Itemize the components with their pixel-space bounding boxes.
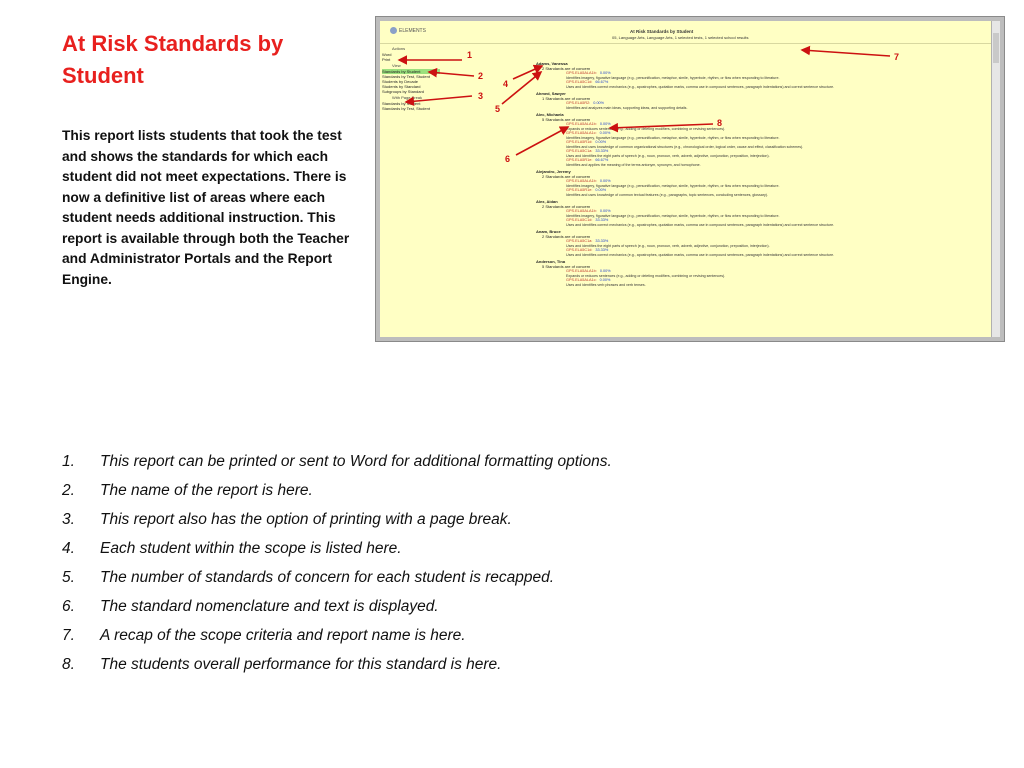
sidebar-view-link[interactable]: Standards by Test, Student (382, 74, 430, 79)
note-item (62, 537, 962, 566)
standard-text: Identifies imagery, figurative language (e.g., personification, metaphor, simile, hyperbole, rhythm, or flow when responding to literature. (566, 75, 780, 80)
note-text: The students overall performance for this standard is here. (100, 656, 502, 673)
callout-4: 4 (503, 79, 509, 89)
standard-code[interactable]: GPS.ELA5ALA1b: (566, 269, 597, 273)
note-text: The standard nomenclature and text is displayed. (100, 598, 439, 615)
student-name: Alex, Aidan (536, 199, 558, 204)
standard-performance: 33.33% (595, 239, 609, 243)
standard-text: Uses and identifies verb phrases and verb tenses. (566, 282, 646, 287)
callout-7: 7 (894, 52, 900, 62)
report-sidebar (382, 45, 440, 135)
note-text: A recap of the scope criteria and report name is here. (100, 627, 466, 644)
note-number: 4. (62, 540, 75, 557)
note-item (62, 450, 962, 479)
standards-count: 2 Standards are of concern (542, 204, 591, 209)
student-name: Alejandro, Jeremy (536, 169, 571, 174)
standard-code[interactable]: GPS.ELA5ALA1b: (566, 209, 597, 213)
standards-count: 5 Standards are of concern (542, 264, 591, 269)
standard-text: Identifies imagery, figurative language (e.g., personification, metaphor, simile, hyperbole, rhythm, or flow when responding to literature. (566, 213, 780, 218)
standard-text: Expands or reduces sentences (e.g., adding or deleting modifiers, combining or revising sentences). (566, 273, 726, 278)
note-text: Each student within the scope is listed here. (100, 540, 402, 557)
slide-title: At Risk Standards by Student (62, 31, 284, 88)
note-number: 7. (62, 627, 75, 644)
sidebar-pagebreak-heading: With Page Break (392, 95, 423, 100)
standards-count: 2 Standards are of concern (542, 174, 591, 179)
student-name: Anam, Bruce (536, 229, 561, 234)
sidebar-actions-heading: Actions (392, 46, 406, 51)
standard-code[interactable]: GPS.ELA5C1d: (566, 218, 593, 222)
sidebar-view-heading: View (392, 63, 401, 68)
standard-text: Identifies imagery, figurative language (e.g., personification, metaphor, simile, hyperbole, rhythm, or flow when responding to literature. (566, 183, 780, 188)
standard-performance: 0.00% (599, 179, 611, 183)
standards-count: 5 Standards are of concern (542, 117, 591, 122)
standard-performance: 0.00% (599, 278, 611, 282)
note-number: 1. (62, 453, 75, 470)
callout-6: 6 (505, 154, 511, 164)
standard-performance: 0.00% (599, 131, 611, 135)
standard-text: Uses and identifies correct mechanics (e.g., apostrophes, quotation marks, comma use in compound sentences, paragraph indentations) and correct sentence structure. (566, 252, 835, 257)
report-header (380, 21, 992, 44)
note-number: 8. (62, 656, 75, 673)
note-item (62, 595, 962, 624)
note-text: This report also has the option of printing with a page break. (100, 511, 512, 528)
standard-performance: 0.00% (599, 209, 611, 213)
note-item (62, 479, 962, 508)
standard-code[interactable]: GPS.ELA5ALA1c: (566, 278, 597, 282)
note-item (62, 508, 962, 537)
standard-code[interactable]: GPS.ELA5R1d: (566, 140, 593, 144)
report-window (380, 21, 1000, 337)
logo-text: ELEMENTS (399, 27, 426, 34)
student-name: Anderson, Tina (536, 259, 566, 264)
slide-description: This report lists students that took the test and shows the standards for which each student did not meet expectations. There is now a definitive list of areas where each student needs additional instruction. This report is available through both the Teacher and Administrator Portals and the Report Engine. (62, 128, 350, 287)
note-number: 6. (62, 598, 75, 615)
standard-text: Identifies and analyzes main ideas, supporting ideas, and supporting details. (566, 105, 688, 110)
standard-text: Uses and identifies correct mechanics (e.g., apostrophes, quotation marks, comma use in compound sentences, paragraph indentations) and correct sentence structure. (566, 84, 835, 89)
standard-code[interactable]: GPS.ELA5ALA1b: (566, 122, 597, 126)
scrollbar-thumb[interactable] (993, 33, 999, 63)
standard-code[interactable]: GPS.ELA5ALA1b: (566, 71, 597, 75)
standards-count: 2 Standards are of concern (542, 234, 591, 239)
sidebar-view-link[interactable]: Standards by Student (382, 69, 440, 74)
note-text: The name of the report is here. (100, 482, 313, 499)
standard-code[interactable]: GPS.ELA5C1d: (566, 80, 593, 84)
sidebar-pagebreak-link[interactable]: Standards by Student (382, 101, 421, 106)
elements-logo (390, 27, 426, 34)
callout-8: 8 (717, 118, 723, 128)
standard-text: Identifies imagery, figurative language (e.g., personification, metaphor, simile, hyperbole, rhythm, or flow when responding to literature. (566, 135, 780, 140)
note-item (62, 653, 962, 682)
student-name: Alec, Michaela (536, 112, 564, 117)
standard-performance: 0.00% (599, 71, 611, 75)
note-number: 5. (62, 569, 75, 586)
standard-performance: 66.67% (595, 158, 609, 162)
note-number: 2. (62, 482, 75, 499)
standard-code[interactable]: GPS.ELA5ALA1c: (566, 131, 597, 135)
standards-count: 1 Standards are of concern (542, 96, 591, 101)
standard-performance: 66.67% (595, 80, 609, 84)
standard-code[interactable]: GPS.ELA5C1a: (566, 239, 593, 243)
standards-count: 2 Standards are of concern (542, 66, 591, 71)
standard-performance: 0.00% (599, 122, 611, 126)
sidebar-view-link[interactable]: Students by Standard (382, 84, 421, 89)
callout-3: 3 (478, 91, 484, 101)
student-name: Ahmed, Sawyer (536, 91, 566, 96)
sidebar-view-link[interactable]: Subgroups by Standard (382, 89, 425, 94)
standard-performance: 0.00% (593, 101, 605, 105)
note-text: The number of standards of concern for each student is recapped. (100, 569, 555, 586)
student-list (536, 59, 986, 337)
report-title: At Risk Standards by Student (630, 29, 694, 34)
standard-performance: 0.00% (595, 140, 607, 144)
standard-text: Identifies and uses knowledge of common organizational structures (e.g., chronological order, logical order, cause and effect, classification schemes). (566, 144, 804, 149)
standard-text: Uses and identifies correct mechanics (e.g., apostrophes, quotation marks, comma use in compound sentences, paragraph indentations) and correct sentence structure. (566, 222, 835, 227)
note-text: This report can be printed or sent to Word for additional formatting options. (100, 453, 612, 470)
standard-performance: 0.00% (599, 269, 611, 273)
standard-text: Identifies and applies the meaning of the terms antonym, synonym, and homophone. (566, 162, 701, 167)
callout-2: 2 (478, 71, 484, 81)
sidebar-view-link[interactable]: Students by Decade (382, 79, 419, 84)
sidebar-pagebreak-link[interactable]: Standards by Test, Student (382, 106, 430, 111)
standard-performance: 33.33% (595, 248, 609, 252)
logo-icon (390, 27, 397, 34)
standard-code[interactable]: GPS.ELA5R1e: (566, 188, 593, 192)
standard-text: Uses and identifies the eight parts of speech (e.g., noun, pronoun, verb, adverb, adjective, conjunction, preposition, interjection). (566, 153, 770, 158)
student-name: Adams, Vanessa (536, 61, 568, 66)
standard-performance: 33.33% (595, 218, 609, 222)
standard-text: Expands or reduces sentences (e.g., adding or deleting modifiers, combining or revising sentences). (566, 126, 726, 131)
note-item (62, 566, 962, 595)
standard-code[interactable]: GPS.ELA5ALA1b: (566, 179, 597, 183)
report-subtitle: 05, Language Arts, Language Arts, 1 selected tests, 1 selected school results (612, 35, 749, 40)
standard-code[interactable]: GPS.ELA5C1a: (566, 149, 593, 153)
note-number: 3. (62, 511, 75, 528)
report-screenshot (375, 16, 1005, 342)
standard-performance: 0.00% (595, 188, 607, 192)
standard-text: Identifies and uses knowledge of common textual features (e.g., paragraphs, topic sentences, concluding sentences, glossary). (566, 192, 768, 197)
standard-code[interactable]: GPS.ELA5R1e: (566, 158, 593, 162)
note-item (62, 624, 962, 653)
sidebar-action-link[interactable]: Print (382, 57, 391, 62)
notes-list (62, 450, 962, 682)
standard-performance: 33.33% (595, 149, 609, 153)
standard-text: Uses and identifies the eight parts of speech (e.g., noun, pronoun, verb, adverb, adjective, conjunction, preposition, interjection). (566, 243, 770, 248)
callout-5: 5 (495, 104, 501, 114)
scrollbar[interactable] (991, 21, 1000, 337)
callout-1: 1 (467, 50, 473, 60)
standard-code[interactable]: GPS.ELA5C1d: (566, 248, 593, 252)
standard-code[interactable]: GPS.ELA5R2: (566, 101, 591, 105)
sidebar-action-link[interactable]: Word (382, 52, 392, 57)
